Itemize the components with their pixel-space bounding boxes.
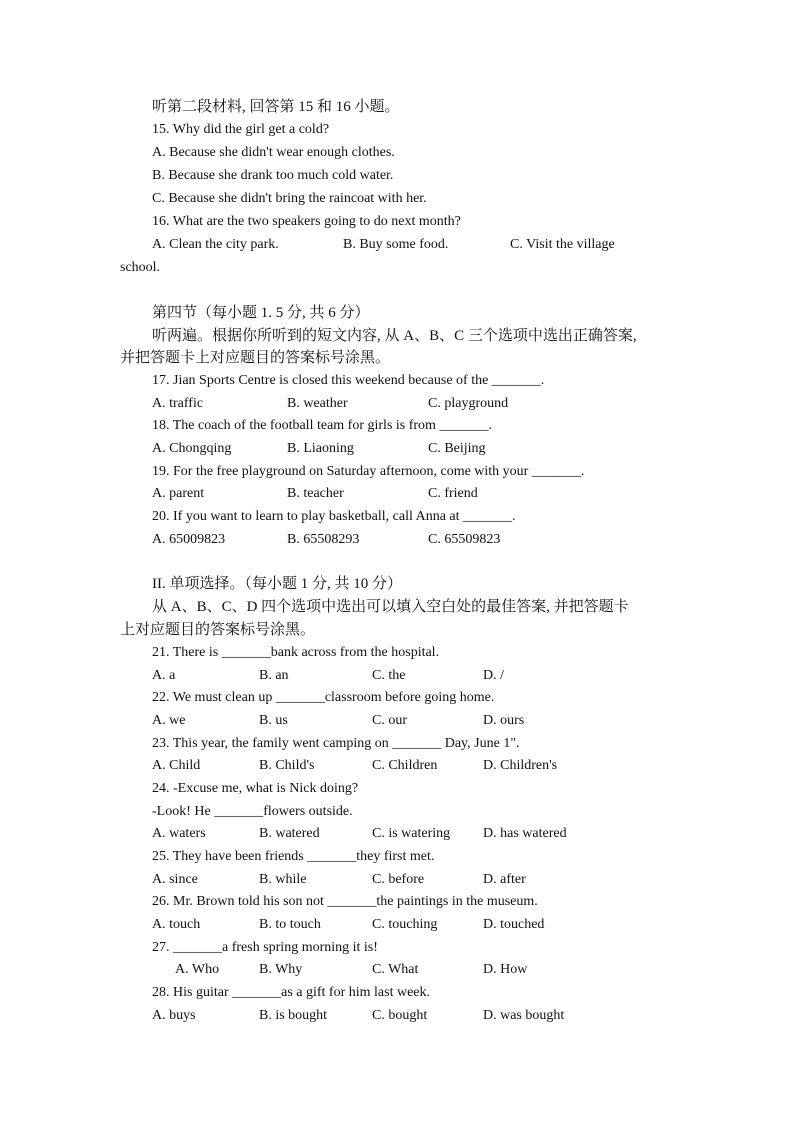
option-b: B. teacher [287, 486, 344, 501]
instruction-text: 并把答题卡上对应题目的答案标号涂黑。 [120, 350, 391, 366]
option-a: A. touch [152, 917, 201, 932]
question-stem: 21. There is _______bank across from the hospital. [152, 645, 440, 660]
option-c: C. touching [372, 917, 438, 932]
question-stem: 27. _______a fresh spring morning it is! [152, 940, 378, 955]
option-b: B. Liaoning [287, 441, 354, 456]
option-c: C. Visit the village [510, 237, 615, 252]
option-c: C. Beijing [428, 441, 486, 456]
question-stem: 22. We must clean up _______classroom before going home. [152, 690, 495, 705]
option-d: D. Children's [483, 758, 558, 773]
option-a: A. Chongqing [152, 441, 232, 456]
option-d: D. ours [483, 713, 525, 728]
question-stem: 16. What are the two speakers going to do next month? [152, 214, 461, 229]
section-heading: 第四节（每小题 1. 5 分, 共 6 分） [152, 305, 370, 321]
option-c: C. is watering [372, 826, 451, 841]
option-c: C. 65509823 [428, 532, 501, 547]
option-a: A. since [152, 872, 198, 887]
option-a: A. traffic [152, 396, 204, 411]
option-a: A. parent [152, 486, 205, 501]
section-heading: 听第二段材料, 回答第 15 和 16 小题。 [152, 99, 400, 115]
question-stem: 18. The coach of the football team for girls is from _______. [152, 418, 492, 433]
option-b: B. Buy some food. [343, 237, 449, 252]
instruction-text: 从 A、B、C、D 四个选项中选出可以填入空白处的最佳答案, 并把答题卡 [152, 599, 629, 615]
question-stem-line2: -Look! He _______flowers outside. [152, 804, 353, 819]
option-d: D. touched [483, 917, 545, 932]
section-heading: II. 单项选择。（每小题 1 分, 共 10 分） [152, 576, 402, 592]
question-stem: 23. This year, the family went camping on _______ Day, June 1". [152, 736, 520, 751]
option-b: B. Why [259, 962, 303, 977]
question-stem: 15. Why did the girl get a cold? [152, 122, 330, 137]
option-c: C. playground [428, 396, 509, 411]
option-b: B. while [259, 872, 307, 887]
question-stem: 24. -Excuse me, what is Nick doing? [152, 781, 359, 796]
option-d: D. has watered [483, 826, 567, 841]
instruction-text: 听两遍。根据你所听到的短文内容, 从 A、B、C 三个选项中选出正确答案, [152, 328, 637, 344]
option-b: B. Because she drank too much cold water. [152, 168, 394, 183]
option-c: C. What [372, 962, 419, 977]
option-a: A. Who [175, 962, 220, 977]
question-stem: 19. For the free playground on Saturday afternoon, come with your _______. [152, 464, 585, 479]
option-c: C. friend [428, 486, 478, 501]
question-stem: 17. Jian Sports Centre is closed this weekend because of the _______. [152, 373, 545, 388]
option-b: B. watered [259, 826, 320, 841]
option-d: D. was bought [483, 1008, 565, 1023]
instruction-text: 上对应题目的答案标号涂黑。 [120, 622, 316, 638]
question-stem: 20. If you want to learn to play basketball, call Anna at _______. [152, 509, 516, 524]
option-c: C. bought [372, 1008, 428, 1023]
option-d: D. after [483, 872, 526, 887]
option-b: B. Child's [259, 758, 315, 773]
option-b: B. weather [287, 396, 348, 411]
option-a: A. a [152, 668, 176, 683]
option-d: D. / [483, 668, 504, 683]
option-c: C. the [372, 668, 406, 683]
option-b: B. to touch [259, 917, 321, 932]
option-b: B. is bought [259, 1008, 328, 1023]
option-a: A. waters [152, 826, 206, 841]
option-b: B. us [259, 713, 288, 728]
question-stem: 26. Mr. Brown told his son not _______the paintings in the museum. [152, 894, 538, 909]
option-a: A. buys [152, 1008, 196, 1023]
option-a: A. Because she didn't wear enough clothes. [152, 145, 395, 160]
option-a: A. Clean the city park. [152, 237, 279, 252]
option-c: C. our [372, 713, 407, 728]
option-c-wrap: school. [120, 260, 161, 275]
option-b: B. an [259, 668, 289, 683]
option-c: C. Because she didn't bring the raincoat with her. [152, 191, 427, 206]
option-d: D. How [483, 962, 528, 977]
option-c: C. before [372, 872, 425, 887]
option-a: A. 65009823 [152, 532, 226, 547]
option-b: B. 65508293 [287, 532, 360, 547]
option-c: C. Children [372, 758, 438, 773]
option-a: A. Child [152, 758, 201, 773]
question-stem: 25. They have been friends _______they first met. [152, 849, 435, 864]
question-stem: 28. His guitar _______as a gift for him last week. [152, 985, 431, 1000]
option-a: A. we [152, 713, 186, 728]
